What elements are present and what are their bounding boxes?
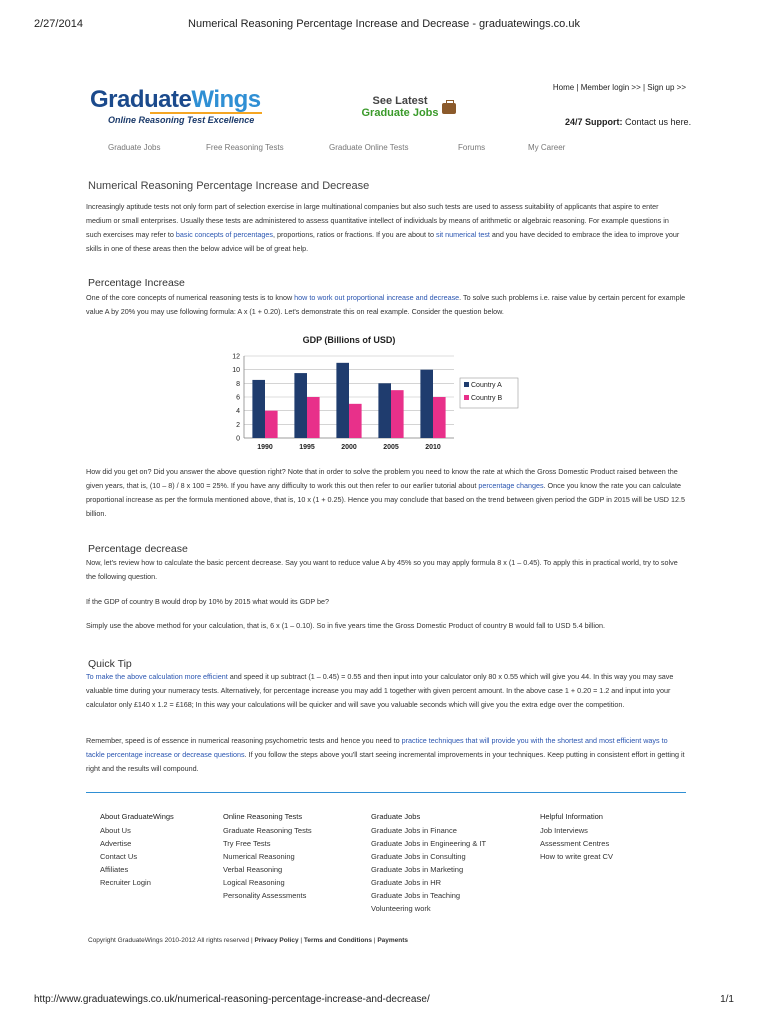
heading-percentage-decrease: Percentage decrease (88, 543, 188, 555)
logo-tagline: Online Reasoning Test Excellence (108, 115, 255, 125)
print-url: http://www.graduatewings.co.uk/numerical-reasoning-percentage-increase-and-decrease/ (34, 994, 430, 1005)
page-title: Numerical Reasoning Percentage Increase and Decrease (88, 180, 370, 192)
briefcase-icon (442, 103, 456, 114)
footer-link[interactable]: Verbal Reasoning (223, 865, 283, 874)
footer-link[interactable]: Recruiter Login (100, 878, 151, 887)
footer-col-about (100, 810, 174, 889)
legend-swatch (464, 382, 469, 387)
see-latest-label: See Latest (372, 95, 428, 107)
see-latest-jobs-banner[interactable] (350, 95, 450, 119)
footer-link[interactable]: Try Free Tests (223, 839, 271, 848)
print-page-number: 1/1 (720, 994, 734, 1005)
footer-link[interactable]: Logical Reasoning (223, 878, 285, 887)
chart-title: GDP (Billions of USD) (302, 335, 396, 345)
quick-tip-paragraph-1: To make the above calculation more efficient and speed it up subtract (1 – 0.45) = 0.55 and then input into your calculator only 80 x 0.55 which will give you 44. In this way you may save valuable time during your numeracy tests. Alternatively, for percentage increase you may add 1 together with given percent amount. In the above case 1 + 0.20 = 1.2 and input into your calculator only £140 x 1.2 = £168; In this way your calculations will be quicker and will save you valuable seconds which will give you the extra edge over the competition. (86, 672, 674, 709)
nav-graduate-online-tests[interactable]: Graduate Online Tests (329, 143, 409, 152)
bar-country-b (307, 397, 320, 438)
legend-swatch (464, 395, 469, 400)
efficient-calculation-link[interactable]: To make the above calculation more efficient (86, 672, 228, 681)
decrease-paragraph-1: Now, let's review how to calculate the basic percent decrease. Say you want to reduce value A by 45% so you may apply formula 8 x (1 – 0.45). To apply this in practical world, try to solve the following question. (86, 558, 678, 581)
member-login-link[interactable]: Member login >> (580, 83, 641, 92)
x-tick-label: 1990 (257, 444, 273, 451)
percentage-changes-link[interactable]: percentage changes (478, 481, 544, 490)
bar-country-b (391, 390, 404, 438)
bar-country-a (294, 373, 307, 438)
footer-link[interactable]: Job Interviews (540, 826, 588, 835)
copyright-text: Copyright GraduateWings 2010-2012 All rights reserved (88, 937, 250, 944)
footer-divider (86, 792, 686, 793)
basic-concepts-link[interactable]: basic concepts of percentages (175, 230, 273, 239)
top-links: Home | Member login >> | Sign up >> (552, 83, 686, 92)
intro-paragraph: Increasingly aptitude tests not only form part of selection exercise in large multinational companies but also such tests are used to assess suitability of applicants that aspire to enter medium or small enterprises. Usually these tests are administered to assess quantitative intellect of individuals by means of arithmetic or algebraic reasoning. For example questions in such exercises may refer to basic concepts of percentages, proportions, ratios or fractions. If you are about to sit numerical test and you have decided to embrace the idea to improve your skills in one of these areas then the below advice will be of great help. (86, 202, 680, 253)
copyright-bar: Copyright GraduateWings 2010-2012 All rights reserved | Privacy Policy | Terms and Conditions | Payments (88, 937, 409, 944)
payments-link[interactable]: Payments (377, 937, 409, 944)
footer-link[interactable]: Graduate Jobs in Marketing (371, 865, 464, 874)
x-tick-label: 2005 (383, 444, 399, 451)
footer-link[interactable]: Graduate Jobs in HR (371, 878, 442, 887)
footer-link[interactable]: Personality Assessments (223, 891, 307, 900)
y-tick-label: 0 (236, 435, 240, 443)
sign-up-link[interactable]: Sign up >> (647, 83, 686, 92)
legend-label: Country A (471, 382, 502, 389)
footer-heading: Graduate Jobs (371, 812, 421, 821)
y-tick-label: 12 (232, 353, 240, 361)
bar-country-a (378, 383, 391, 438)
after-chart-paragraph: How did you get on? Did you answer the above question right? Note that in order to solve the problem you need to know the rate at which the Gross Domestic Product raised between the given years, that is, (10 – 8) / 8 x 100 = 25%. If you have any difficulty to work this out then refer to our earlier tutorial about percentage changes. Once you know the rate you can calculate proportional increase as per the formula mentioned above, that is, 10 x (1 + 0.25). Hence you may conclude that based on the trend between given period the GDP in 2015 will be USD 12.5 billion. (86, 467, 685, 518)
footer-col-tests (223, 810, 312, 902)
y-tick-label: 2 (236, 421, 240, 429)
logo-word-wings: Wings (191, 86, 261, 113)
y-tick-label: 4 (236, 408, 240, 416)
contact-us-link[interactable]: Contact us here. (625, 117, 692, 127)
y-tick-label: 8 (236, 380, 240, 388)
footer-col-jobs (371, 810, 486, 915)
footer-col-help (540, 810, 613, 863)
footer-link[interactable]: Volunteering work (371, 904, 431, 913)
x-tick-label: 1995 (299, 444, 315, 451)
footer-heading: Helpful Information (540, 812, 603, 821)
heading-quick-tip: Quick Tip (88, 658, 132, 670)
footer-link[interactable]: Graduate Jobs in Finance (371, 826, 457, 835)
footer-link[interactable]: Assessment Centres (540, 839, 610, 848)
print-date: 2/27/2014 (34, 18, 83, 30)
bar-country-a (336, 363, 349, 438)
footer-link[interactable]: Contact Us (100, 852, 138, 861)
privacy-policy-link[interactable]: Privacy Policy (254, 937, 299, 944)
sit-numerical-test-link[interactable]: sit numerical test (435, 230, 490, 239)
footer-heading: Online Reasoning Tests (223, 812, 303, 821)
x-tick-label: 2000 (341, 444, 357, 451)
nav-graduate-jobs[interactable]: Graduate Jobs (108, 143, 161, 152)
footer-link[interactable]: Graduate Reasoning Tests (223, 826, 312, 835)
footer-link[interactable]: Graduate Jobs in Teaching (371, 891, 461, 900)
increase-paragraph: One of the core concepts of numerical reasoning tests is to know how to work out proportional increase and decrease. To solve such problems i.e. raise value by certain percent for example value A by 20% you may use following formula: A x (1 + 0.20). Let's demonstrate this on real example. Consider the question below. (86, 293, 686, 316)
site-logo[interactable] (90, 86, 262, 125)
footer-link[interactable]: Numerical Reasoning (223, 852, 295, 861)
heading-percentage-increase: Percentage Increase (88, 277, 185, 289)
footer-link[interactable]: Advertise (100, 839, 132, 848)
print-footer (34, 994, 734, 1005)
print-page-title: Numerical Reasoning Percentage Increase and Decrease - graduatewings.co.uk (188, 18, 580, 30)
footer-link[interactable]: Graduate Jobs in Engineering & IT (371, 839, 487, 848)
legend-label: Country B (471, 395, 503, 402)
y-tick-label: 10 (232, 367, 240, 375)
home-link[interactable]: Home (552, 83, 575, 92)
logo-word-graduate: Graduate (90, 86, 192, 113)
x-tick-label: 2010 (425, 444, 441, 451)
footer-link[interactable]: How to write great CV (540, 852, 613, 861)
gdp-bar-chart (212, 330, 522, 460)
footer-link[interactable]: About Us (100, 826, 131, 835)
practice-techniques-link[interactable]: practice techniques that will provide you with the shortest and most efficient ways to tackle percentage increase or decrease questions (86, 736, 668, 759)
bar-country-a (252, 380, 265, 438)
footer-link[interactable]: Affiliates (100, 865, 129, 874)
nav-my-career[interactable]: My Career (528, 143, 566, 152)
nav-free-reasoning-tests[interactable]: Free Reasoning Tests (206, 143, 284, 152)
terms-link[interactable]: Terms and Conditions (303, 937, 373, 944)
support-info (565, 117, 691, 127)
bar-country-b (349, 404, 362, 438)
bar-country-a (420, 370, 433, 438)
decrease-answer: Simply use the above method for your calculation, that is, 6 x (1 – 0.10). So in five years time the Gross Domestic Product of country B would fall to USD 5.4 billion. (86, 621, 605, 630)
bar-country-b (265, 411, 278, 438)
y-tick-label: 6 (236, 394, 240, 402)
footer-heading: About GraduateWings (100, 812, 174, 821)
nav-forums[interactable]: Forums (458, 143, 486, 152)
decrease-question: If the GDP of country B would drop by 10% by 2015 what would its GDP be? (86, 597, 330, 606)
quick-tip-paragraph-2: Remember, speed is of essence in numerical reasoning psychometric tests and hence you need to practice techniques that will provide you with the shortest and most efficient ways to tackle percentage increase or decrease questions. If you follow the steps above you'll start seeing incremental improvements in your techniques. Keep putting in consistent effort in getting it right and the results will compound. (86, 736, 685, 773)
proportional-increase-link[interactable]: how to work out proportional increase and decrease (294, 293, 460, 302)
support-label: 24/7 Support: (565, 117, 623, 127)
footer-link[interactable]: Graduate Jobs in Consulting (371, 852, 466, 861)
graduate-jobs-label: Graduate Jobs (361, 107, 439, 119)
bar-country-b (433, 397, 446, 438)
